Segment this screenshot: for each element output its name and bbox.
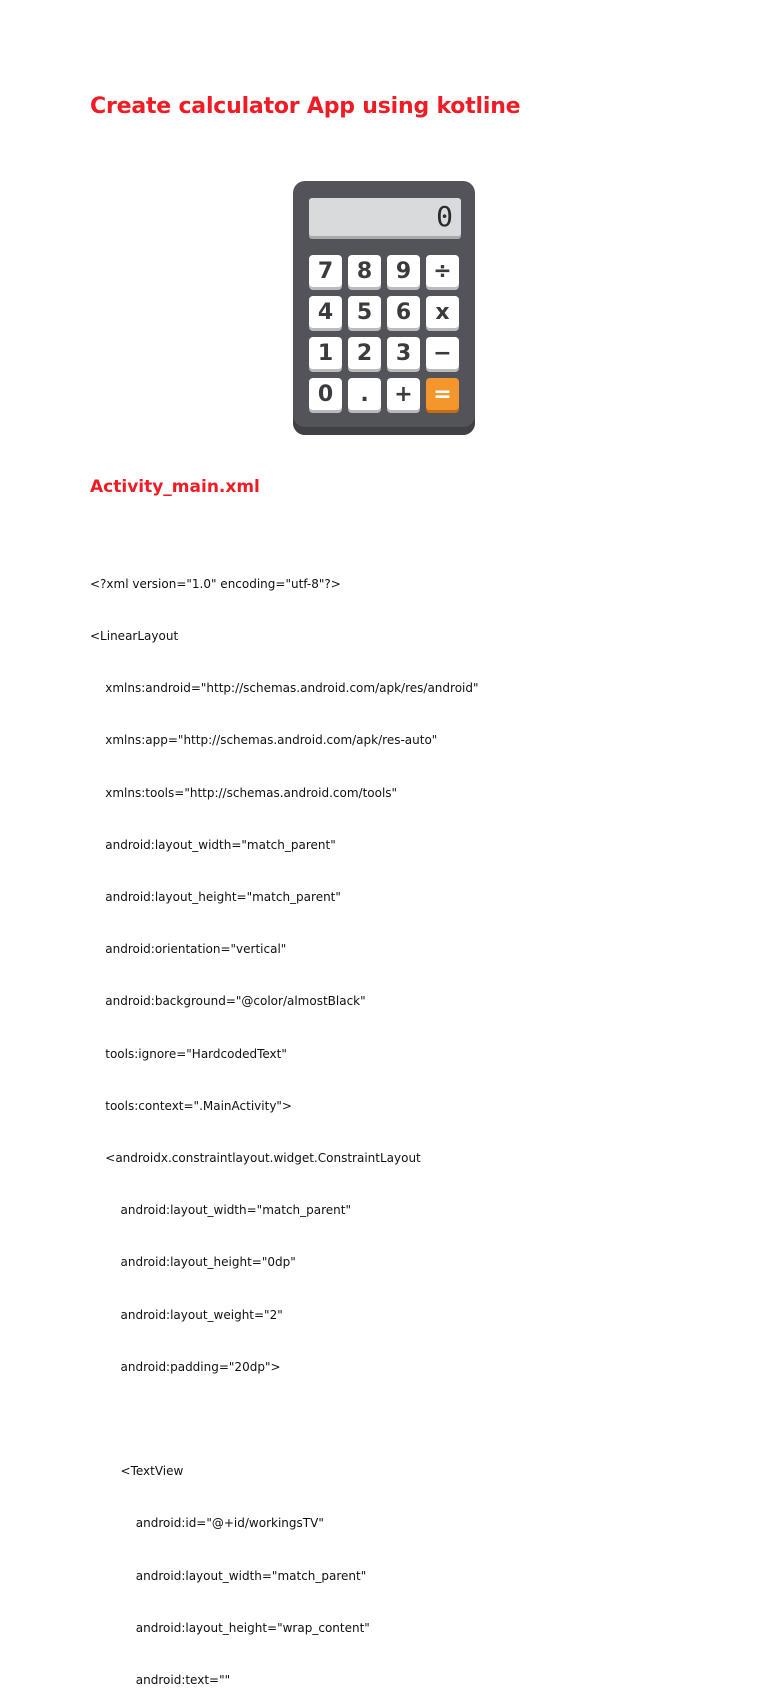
code-line: android:layout_height="wrap_content" (90, 1620, 370, 1635)
calculator-illustration (293, 181, 475, 435)
code-line: <TextView (90, 1464, 184, 1479)
calculator-key-4: 4 (309, 296, 342, 328)
code-line: android:layout_height="match_parent" (90, 890, 341, 905)
calculator-key-1: 1 (309, 337, 342, 369)
code-line: android:layout_width="match_parent" (90, 837, 336, 852)
code-line: android:layout_weight="2" (90, 1307, 283, 1322)
code-line: tools:context=".MainActivity"> (90, 1098, 292, 1113)
calculator-key-8: 8 (348, 255, 381, 287)
calculator-key-divide: ÷ (426, 255, 459, 287)
code-line: android:padding="20dp"> (90, 1359, 281, 1374)
calculator-key-6: 6 (387, 296, 420, 328)
section-heading: Activity_main.xml (90, 477, 260, 497)
calculator-key-dot: . (348, 378, 381, 410)
calculator-key-7: 7 (309, 255, 342, 287)
code-line: <?xml version="1.0" encoding="utf-8"?> (90, 576, 341, 591)
calculator-key-2: 2 (348, 337, 381, 369)
code-line (90, 1411, 479, 1428)
calculator-key-minus: − (426, 337, 459, 369)
code-line: <androidx.constraintlayout.widget.ConstraintLayout (90, 1151, 421, 1166)
calculator-key-9: 9 (387, 255, 420, 287)
calculator-keypad (309, 255, 461, 410)
calculator-key-equals: = (426, 378, 459, 410)
calculator-key-plus: + (387, 378, 420, 410)
code-line: xmlns:tools="http://schemas.android.com/tools" (90, 785, 398, 800)
document-title: Create calculator App using kotline (90, 94, 521, 119)
calculator-display (309, 198, 461, 236)
code-line: android:background="@color/almostBlack" (90, 994, 366, 1009)
calculator-key-multiply: x (426, 296, 459, 328)
calculator-key-3: 3 (387, 337, 420, 369)
code-line: android:text="" (90, 1673, 231, 1688)
code-line: tools:ignore="HardcodedText" (90, 1046, 287, 1061)
code-line: android:layout_height="0dp" (90, 1255, 296, 1270)
code-line: android:layout_width="match_parent" (90, 1568, 367, 1583)
code-line: android:orientation="vertical" (90, 942, 287, 957)
code-line: android:id="@+id/workingsTV" (90, 1516, 324, 1531)
code-line: xmlns:app="http://schemas.android.com/apk/res-auto" (90, 733, 438, 748)
code-line: xmlns:android="http://schemas.android.com/apk/res/android" (90, 681, 479, 696)
calculator-display-value: 0 (436, 200, 453, 233)
calculator-key-0: 0 (309, 378, 342, 410)
code-line: android:layout_width="match_parent" (90, 1203, 351, 1218)
calculator-key-5: 5 (348, 296, 381, 328)
code-block (90, 541, 479, 1707)
code-line: <LinearLayout (90, 629, 179, 644)
